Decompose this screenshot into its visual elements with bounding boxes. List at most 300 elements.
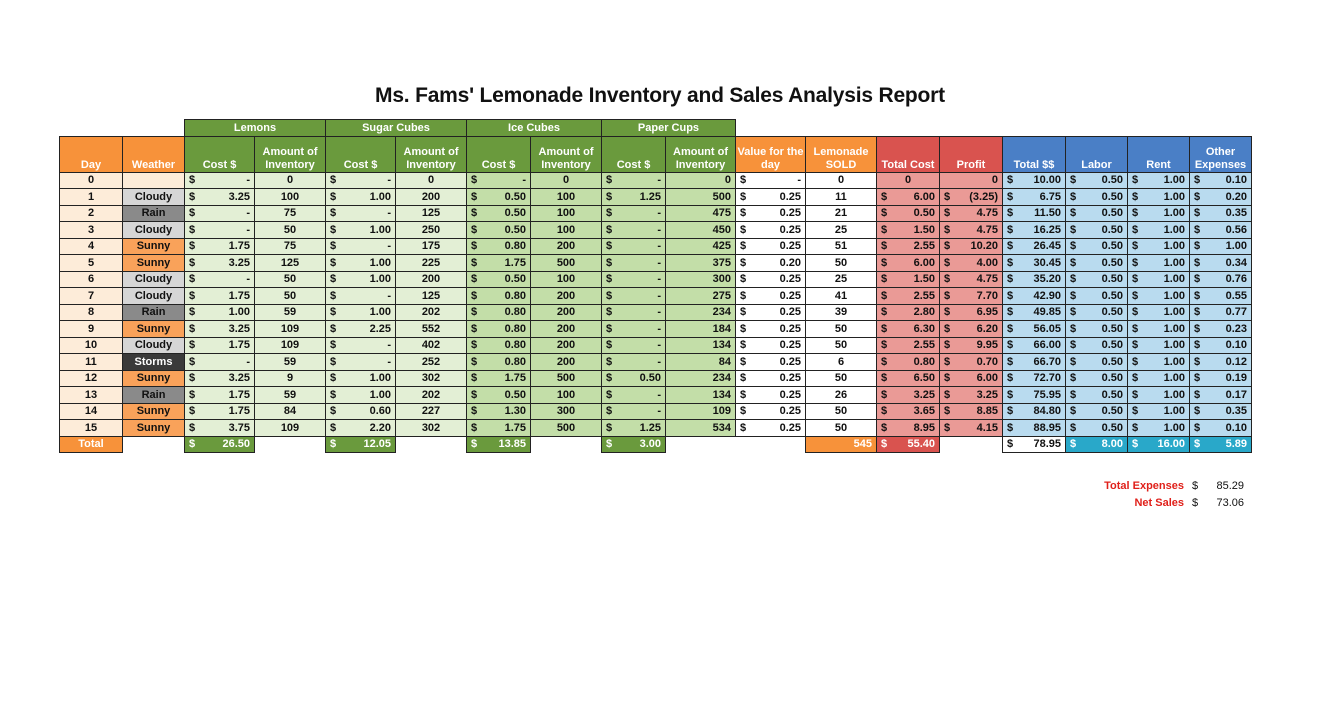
ice-amount-cell: 0	[531, 172, 602, 189]
labor-cell-value: 0.50	[1101, 322, 1123, 335]
cups-cost-cell-value: -	[657, 240, 661, 253]
value-cell-value: 0.25	[779, 421, 801, 434]
lemons-cost-cell-value: -	[246, 207, 250, 220]
currency-symbol: $	[1070, 438, 1077, 451]
ice-cost-cell-value: 0.80	[504, 322, 526, 335]
table-row	[60, 205, 1252, 222]
total-lemons-cost-value: 26.50	[222, 438, 250, 451]
total-rent	[1128, 436, 1190, 453]
currency-symbol: $	[740, 306, 747, 319]
currency-symbol: $	[471, 190, 478, 203]
sugar-cost-cell-value: -	[387, 289, 391, 302]
currency-symbol: $	[1070, 256, 1077, 269]
currency-symbol: $	[189, 306, 196, 319]
total-cell-value: 6.75	[1039, 190, 1061, 203]
currency-symbol: $	[606, 388, 613, 401]
currency-symbol: $	[1007, 372, 1014, 385]
cups-amount-cell: 84	[666, 354, 736, 371]
cups-cost-cell	[602, 238, 666, 255]
currency-symbol: $	[606, 372, 613, 385]
currency-symbol: $	[1070, 405, 1077, 418]
labor-cell	[1066, 370, 1128, 387]
sugar-cost-cell	[326, 403, 396, 420]
ice-cost-cell	[467, 189, 531, 206]
currency-symbol: $	[1007, 174, 1014, 187]
currency-symbol: $	[189, 421, 196, 434]
ice-cost-cell	[467, 354, 531, 371]
currency-symbol: $	[189, 273, 196, 286]
profit-cell-value: 4.75	[976, 207, 998, 220]
total-cell	[1003, 238, 1066, 255]
profit-cell	[940, 370, 1003, 387]
currency-symbol: $	[1070, 322, 1077, 335]
currency-symbol: $	[471, 405, 478, 418]
ice-cost-cell-value: 1.30	[504, 405, 526, 418]
sold-cell: 51	[806, 238, 877, 255]
sold-cell: 6	[806, 354, 877, 371]
total-cost-cell	[877, 222, 940, 239]
lemons-amount-cell: 0	[255, 172, 326, 189]
lemons-cost-cell-value: -	[246, 174, 250, 187]
currency-symbol: $	[1132, 388, 1139, 401]
currency-symbol: $	[606, 339, 613, 352]
lemons-cost-cell-value: 1.75	[228, 289, 250, 302]
lemons-amount-cell: 100	[255, 189, 326, 206]
header-cups-amount: Amount of Inventory	[666, 136, 736, 172]
profit-cell	[940, 205, 1003, 222]
cups-cost-cell-value: -	[657, 174, 661, 187]
currency-symbol: $	[1194, 207, 1201, 220]
currency-symbol: $	[330, 273, 337, 286]
profit-cell	[940, 189, 1003, 206]
lemons-cost-cell-value: -	[246, 273, 250, 286]
rent-cell	[1128, 172, 1190, 189]
currency-symbol: $	[944, 223, 951, 236]
currency-symbol: $	[189, 240, 196, 253]
currency-symbol: $	[740, 256, 747, 269]
sugar-cost-cell	[326, 321, 396, 338]
lemons-cost-cell	[185, 321, 255, 338]
table-row	[60, 403, 1252, 420]
profit-cell-value: 6.00	[976, 372, 998, 385]
total-cell-value: 26.45	[1033, 240, 1061, 253]
rent-cell-value: 1.00	[1163, 240, 1185, 253]
table-row	[60, 370, 1252, 387]
total-cost-cell-value: 6.30	[913, 322, 935, 335]
cups-cost-cell-value: 0.50	[639, 372, 661, 385]
total-cost-cell-value: 6.00	[913, 256, 935, 269]
currency-symbol: $	[1007, 421, 1014, 434]
currency-symbol: $	[189, 438, 196, 451]
sold-cell: 25	[806, 271, 877, 288]
other-cell	[1190, 337, 1252, 354]
currency-symbol: $	[1132, 190, 1139, 203]
currency-symbol: $	[944, 273, 951, 286]
other-cell-value: 0.35	[1225, 207, 1247, 220]
other-cell-value: 0.23	[1225, 322, 1247, 335]
currency-symbol: $	[330, 306, 337, 319]
other-cell	[1190, 222, 1252, 239]
ice-cost-cell	[467, 337, 531, 354]
currency-symbol: $	[471, 289, 478, 302]
sugar-cost-cell	[326, 189, 396, 206]
ice-amount-cell: 200	[531, 304, 602, 321]
cups-cost-cell	[602, 172, 666, 189]
total-ice-cost-value: 13.85	[498, 438, 526, 451]
profit-cell-value: 9.95	[976, 339, 998, 352]
total-cost-cell	[877, 321, 940, 338]
sold-cell: 41	[806, 288, 877, 305]
day-cell: 1	[60, 189, 123, 206]
ice-amount-cell: 300	[531, 403, 602, 420]
ice-cost-cell-value: 0.80	[504, 240, 526, 253]
rent-cell-value: 1.00	[1163, 289, 1185, 302]
total-cups-cost-value: 3.00	[639, 438, 661, 451]
labor-cell-value: 0.50	[1101, 405, 1123, 418]
total-cost-cell-value: 6.00	[913, 190, 935, 203]
group-paper-cups: Paper Cups	[602, 120, 736, 137]
total-total-cost-value: 55.40	[907, 438, 935, 451]
other-cell	[1190, 205, 1252, 222]
total-cost-cell-value: 2.55	[913, 339, 935, 352]
other-cell	[1190, 370, 1252, 387]
value-cell-value: 0.25	[779, 372, 801, 385]
ice-cost-cell-value: 0.80	[504, 339, 526, 352]
value-cell-value: -	[797, 174, 801, 187]
profit-cell-value: 4.15	[976, 421, 998, 434]
weather-cell: Cloudy	[123, 337, 185, 354]
total-cell	[1003, 255, 1066, 272]
sugar-amount-cell: 302	[396, 370, 467, 387]
currency-symbol: $	[1194, 421, 1201, 434]
sold-cell: 11	[806, 189, 877, 206]
day-cell: 9	[60, 321, 123, 338]
ice-amount-cell: 500	[531, 420, 602, 437]
labor-cell-value: 0.50	[1101, 355, 1123, 368]
currency-symbol: $	[606, 421, 613, 434]
cups-cost-cell-value: -	[657, 306, 661, 319]
total-cell-value: 66.00	[1033, 339, 1061, 352]
lemons-cost-cell-value: -	[246, 223, 250, 236]
total-cost-cell-value: 2.55	[913, 289, 935, 302]
lemons-cost-cell	[185, 337, 255, 354]
currency-symbol: $	[881, 355, 888, 368]
labor-cell-value: 0.50	[1101, 223, 1123, 236]
currency-symbol: $	[330, 223, 337, 236]
sugar-cost-cell-value: 1.00	[369, 190, 391, 203]
lemons-cost-cell	[185, 387, 255, 404]
cups-amount-cell: 0	[666, 172, 736, 189]
lemons-amount-cell: 109	[255, 321, 326, 338]
currency-symbol: $	[1070, 421, 1077, 434]
total-cost-cell-value: 2.80	[913, 306, 935, 319]
total-total-cost	[877, 436, 940, 453]
currency-symbol: $	[1007, 207, 1014, 220]
weather-cell: Storms	[123, 354, 185, 371]
total-cost-cell	[877, 403, 940, 420]
sugar-amount-cell: 0	[396, 172, 467, 189]
total-cell-value: 84.80	[1033, 405, 1061, 418]
value-cell-value: 0.25	[779, 306, 801, 319]
other-cell-value: 0.34	[1225, 256, 1247, 269]
header-weather: Weather	[123, 136, 185, 172]
currency-symbol: $	[471, 421, 478, 434]
total-cost-cell	[877, 288, 940, 305]
currency-symbol: $	[1132, 355, 1139, 368]
rent-cell	[1128, 304, 1190, 321]
total-cell-value: 16.25	[1033, 223, 1061, 236]
cups-cost-cell-value: -	[657, 256, 661, 269]
currency-symbol: $	[606, 256, 613, 269]
day-cell: 2	[60, 205, 123, 222]
labor-cell	[1066, 403, 1128, 420]
currency-symbol: $	[330, 438, 337, 451]
sold-cell: 39	[806, 304, 877, 321]
currency-symbol: $	[606, 273, 613, 286]
currency-symbol: $	[1132, 289, 1139, 302]
rent-cell	[1128, 370, 1190, 387]
sugar-cost-cell-value: -	[387, 174, 391, 187]
currency-symbol: $	[1194, 289, 1201, 302]
total-cell-value: 66.70	[1033, 355, 1061, 368]
currency-symbol: $	[1194, 174, 1201, 187]
currency-symbol: $	[740, 355, 747, 368]
currency-symbol: $	[1070, 240, 1077, 253]
total-total-value: 78.95	[1033, 438, 1061, 451]
sugar-amount-cell: 125	[396, 205, 467, 222]
cups-cost-cell	[602, 271, 666, 288]
value-cell	[736, 337, 806, 354]
currency-symbol: $	[1070, 372, 1077, 385]
other-cell-value: 0.12	[1225, 355, 1247, 368]
total-cost-cell-value: 3.65	[913, 405, 935, 418]
total-cell-value: 72.70	[1033, 372, 1061, 385]
ice-cost-cell-value: 0.50	[504, 388, 526, 401]
labor-cell-value: 0.50	[1101, 372, 1123, 385]
value-cell-value: 0.25	[779, 190, 801, 203]
day-cell: 3	[60, 222, 123, 239]
table-row	[60, 238, 1252, 255]
total-cost-cell	[877, 370, 940, 387]
day-cell: 0	[60, 172, 123, 189]
total-cell	[1003, 288, 1066, 305]
weather-cell	[123, 172, 185, 189]
column-header-row	[60, 136, 1252, 172]
lemons-amount-cell: 109	[255, 420, 326, 437]
cups-cost-cell-value: 1.25	[639, 190, 661, 203]
currency-symbol: $	[1007, 306, 1014, 319]
value-cell-value: 0.25	[779, 207, 801, 220]
labor-cell	[1066, 420, 1128, 437]
lemons-cost-cell-value: -	[246, 355, 250, 368]
profit-cell	[940, 403, 1003, 420]
total-cost-cell	[877, 387, 940, 404]
currency-symbol: $	[944, 289, 951, 302]
total-cost-cell	[877, 271, 940, 288]
weather-cell: Sunny	[123, 321, 185, 338]
value-cell	[736, 321, 806, 338]
currency-symbol: $	[471, 240, 478, 253]
currency-symbol: $	[606, 190, 613, 203]
table-row	[60, 354, 1252, 371]
value-cell	[736, 288, 806, 305]
other-cell-value: 0.35	[1225, 405, 1247, 418]
currency-symbol: $	[881, 240, 888, 253]
weather-cell: Sunny	[123, 370, 185, 387]
currency-symbol: $	[1132, 240, 1139, 253]
labor-cell-value: 0.50	[1101, 174, 1123, 187]
lemons-amount-cell: 125	[255, 255, 326, 272]
currency-symbol: $	[881, 289, 888, 302]
currency-symbol: $	[1070, 339, 1077, 352]
profit-cell	[940, 271, 1003, 288]
value-cell-value: 0.25	[779, 240, 801, 253]
currency-symbol: $	[1070, 223, 1077, 236]
currency-symbol: $	[606, 438, 613, 451]
currency-symbol: $	[189, 388, 196, 401]
sold-cell: 50	[806, 321, 877, 338]
currency-symbol: $	[1007, 388, 1014, 401]
total-cell-value: 35.20	[1033, 273, 1061, 286]
sugar-amount-cell: 402	[396, 337, 467, 354]
currency-symbol: $	[189, 355, 196, 368]
inventory-sales-table	[59, 119, 1252, 453]
weather-cell: Sunny	[123, 420, 185, 437]
value-cell	[736, 222, 806, 239]
labor-cell-value: 0.50	[1101, 256, 1123, 269]
currency-symbol: $	[1194, 355, 1201, 368]
rent-cell-value: 1.00	[1163, 421, 1185, 434]
currency-symbol: $	[1132, 256, 1139, 269]
currency-symbol: $	[1007, 322, 1014, 335]
labor-cell	[1066, 354, 1128, 371]
profit-cell-value: 4.00	[976, 256, 998, 269]
header-value: Value for the day	[736, 136, 806, 172]
currency-symbol: $	[606, 174, 613, 187]
total-cost-cell: 0	[877, 172, 940, 189]
total-cell-value: 10.00	[1033, 174, 1061, 187]
currency-symbol: $	[471, 273, 478, 286]
header-lemons-cost: Cost $	[185, 136, 255, 172]
total-cost-cell-value: 2.55	[913, 240, 935, 253]
other-cell	[1190, 420, 1252, 437]
cups-amount-cell: 184	[666, 321, 736, 338]
currency-symbol: $	[1070, 174, 1077, 187]
other-cell-value: 0.20	[1225, 190, 1247, 203]
currency-symbol: $	[1194, 388, 1201, 401]
other-cell	[1190, 255, 1252, 272]
total-cups-cost	[602, 436, 666, 453]
summary-panel	[1080, 477, 1244, 511]
ice-amount-cell: 500	[531, 370, 602, 387]
ice-cost-cell-value: 1.75	[504, 256, 526, 269]
labor-cell-value: 0.50	[1101, 421, 1123, 434]
total-cost-cell-value: 0.50	[913, 207, 935, 220]
ice-cost-cell	[467, 304, 531, 321]
cups-cost-cell-value: -	[657, 405, 661, 418]
table-row	[60, 172, 1252, 189]
rent-cell-value: 1.00	[1163, 223, 1185, 236]
value-cell-value: 0.25	[779, 223, 801, 236]
ice-amount-cell: 100	[531, 387, 602, 404]
currency-symbol: $	[471, 438, 478, 451]
currency-symbol: $	[944, 306, 951, 319]
currency-symbol: $	[189, 223, 196, 236]
sugar-cost-cell	[326, 387, 396, 404]
sold-cell: 21	[806, 205, 877, 222]
labor-cell-value: 0.50	[1101, 306, 1123, 319]
profit-cell-value: 7.70	[976, 289, 998, 302]
total-sugar-cost	[326, 436, 396, 453]
value-cell	[736, 255, 806, 272]
currency-symbol: $	[330, 372, 337, 385]
lemons-amount-cell: 9	[255, 370, 326, 387]
lemons-cost-cell	[185, 420, 255, 437]
group-sugar-cubes: Sugar Cubes	[326, 120, 467, 137]
currency-symbol: $	[471, 306, 478, 319]
currency-symbol: $	[881, 223, 888, 236]
total-cost-cell	[877, 304, 940, 321]
lemons-amount-cell: 84	[255, 403, 326, 420]
total-cell	[1003, 321, 1066, 338]
cups-cost-cell-value: -	[657, 207, 661, 220]
lemons-amount-cell: 50	[255, 271, 326, 288]
sold-cell: 25	[806, 222, 877, 239]
table-row	[60, 321, 1252, 338]
labor-cell-value: 0.50	[1101, 388, 1123, 401]
ice-cost-cell	[467, 321, 531, 338]
total-cell	[1003, 172, 1066, 189]
cups-amount-cell: 500	[666, 189, 736, 206]
currency-symbol: $	[606, 322, 613, 335]
rent-cell-value: 1.00	[1163, 273, 1185, 286]
currency-symbol: $	[1194, 223, 1201, 236]
cups-amount-cell: 534	[666, 420, 736, 437]
currency-symbol: $	[881, 256, 888, 269]
rent-cell-value: 1.00	[1163, 405, 1185, 418]
total-lemons-cost	[185, 436, 255, 453]
sugar-cost-cell-value: 1.00	[369, 256, 391, 269]
cups-amount-cell: 275	[666, 288, 736, 305]
currency-symbol: $	[944, 240, 951, 253]
ice-cost-cell-value: 0.50	[504, 223, 526, 236]
other-cell	[1190, 354, 1252, 371]
lemons-amount-cell: 59	[255, 354, 326, 371]
currency-symbol: $	[944, 421, 951, 434]
total-sugar-cost-value: 12.05	[363, 438, 391, 451]
header-ice-cost: Cost $	[467, 136, 531, 172]
other-cell-value: 0.10	[1225, 421, 1247, 434]
value-cell	[736, 304, 806, 321]
sugar-amount-cell: 302	[396, 420, 467, 437]
labor-cell	[1066, 222, 1128, 239]
currency-symbol: $	[1007, 273, 1014, 286]
lemons-cost-cell-value: 3.25	[228, 372, 250, 385]
sugar-cost-cell	[326, 172, 396, 189]
rent-cell	[1128, 403, 1190, 420]
header-sugar-amount: Amount of Inventory	[396, 136, 467, 172]
cups-amount-cell: 134	[666, 387, 736, 404]
currency-symbol: $	[1007, 405, 1014, 418]
rent-cell-value: 1.00	[1163, 355, 1185, 368]
other-cell	[1190, 321, 1252, 338]
currency-symbol: $	[1194, 372, 1201, 385]
header-total: Total $$	[1003, 136, 1066, 172]
table-row	[60, 288, 1252, 305]
cups-cost-cell	[602, 189, 666, 206]
total-cell	[1003, 354, 1066, 371]
labor-cell-value: 0.50	[1101, 273, 1123, 286]
